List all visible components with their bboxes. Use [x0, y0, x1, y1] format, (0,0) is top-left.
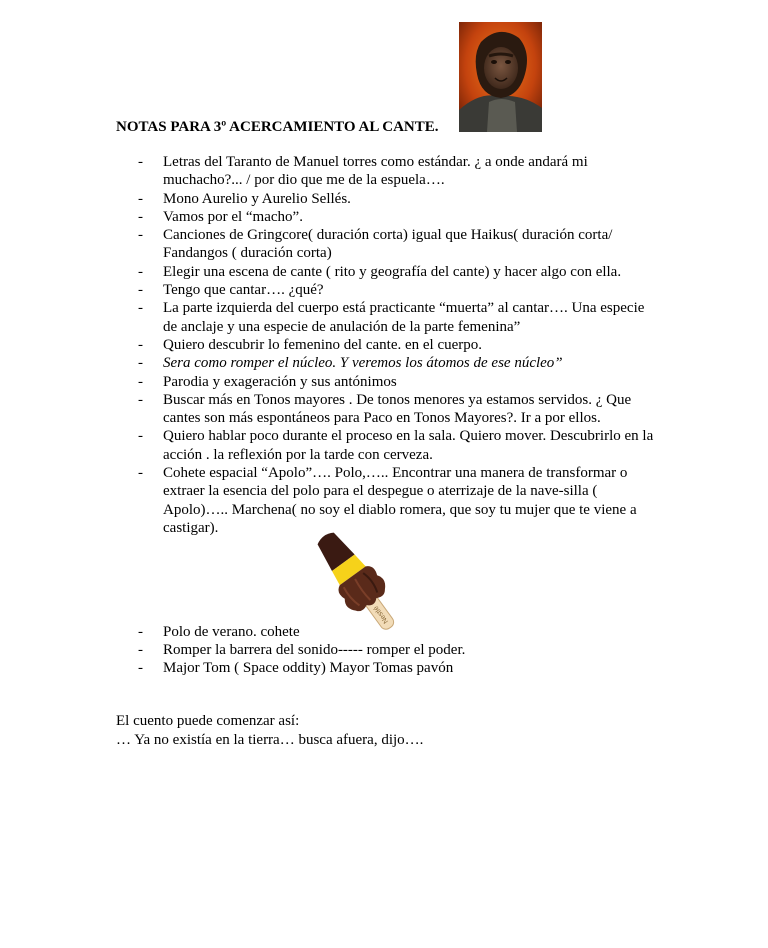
- list-item-text: Major Tom ( Space oddity) Mayor Tomas pavón: [163, 660, 454, 677]
- list-item: [116, 190, 661, 208]
- list-item-text: Quiero hablar poco durante el proceso en la sala. Quiero mover. Descubrirlo en la acción . la reflexión por la tarde con cerveza.: [163, 428, 654, 463]
- list-item: [116, 641, 661, 659]
- list-item-text: Tengo que cantar…. ¿qué?: [163, 282, 324, 299]
- list-item-text: Polo de verano. cohete: [163, 624, 300, 640]
- bullet-dash: -: [138, 428, 143, 445]
- list-item: [116, 299, 661, 336]
- list-item: [116, 281, 661, 299]
- list-item: [116, 208, 661, 226]
- list-item: [116, 373, 661, 391]
- list-item: [116, 153, 661, 190]
- notes-list-2: [116, 623, 661, 678]
- list-item-text: Parodia y exageración y sus antónimos: [163, 373, 397, 390]
- bullet-dash: -: [138, 336, 143, 353]
- list-item-text: Mono Aurelio y Aurelio Sellés.: [163, 190, 351, 207]
- list-item-text: Quiero descubrir lo femenino del cante. en el cuerpo.: [163, 336, 483, 353]
- list-item-text: Canciones de Gringcore( duración corta) igual que Haikus( duración corta/ Fandangos ( duración corta): [163, 227, 613, 262]
- notes-list: [116, 153, 661, 537]
- ape-portrait-photo: [459, 22, 542, 132]
- bullet-dash: -: [138, 208, 143, 225]
- list-item: [116, 226, 661, 263]
- bullet-dash: -: [138, 660, 143, 677]
- bullet-dash: -: [138, 263, 143, 280]
- bullet-dash: -: [138, 373, 143, 390]
- bullet-dash: -: [138, 300, 143, 317]
- story-line: … Ya no existía en la tierra… busca afuera, dijo….: [116, 732, 424, 748]
- bullet-dash: -: [138, 465, 143, 482]
- list-item: [116, 263, 661, 281]
- list-item-text: Romper la barrera del sonido----- romper el poder.: [163, 642, 466, 658]
- list-item-text: Elegir una escena de cante ( rito y geografía del cante) y hacer algo con ella.: [163, 263, 622, 280]
- page-title: NOTAS PARA 3º ACERCAMIENTO AL CANTE.: [116, 119, 439, 135]
- list-item-text: Vamos por el “macho”.: [163, 208, 303, 225]
- bullet-dash: -: [138, 190, 143, 207]
- story-intro: El cuento puede comenzar así:: [116, 713, 300, 729]
- list-item: [116, 659, 661, 677]
- bullet-dash: -: [138, 355, 143, 372]
- list-item-text: La parte izquierda del cuerpo está practicante “muerta” al cantar…. Una especie de anclaje y una especie de anulación de la parte femenina”: [163, 300, 645, 335]
- list-item: [116, 464, 661, 537]
- popsicle-brand: Nestlé: [372, 604, 391, 625]
- bullet-dash: -: [138, 391, 143, 408]
- list-item-text: Buscar más en Tonos mayores . De tonos menores ya estamos servidos. ¿ Que cantes son más espontáneos para Paco en Tonos Mayores?. Ir a por ellos.: [163, 391, 632, 427]
- list-item: [116, 336, 661, 354]
- list-item: [116, 623, 661, 641]
- bullet-dash: -: [138, 154, 143, 170]
- bullet-dash: -: [138, 282, 143, 299]
- popsicle-image: [302, 528, 414, 638]
- list-item-text: Cohete espacial “Apolo”…. Polo,….. Encontrar una manera de transformar o extraer la esencia del polo para el despegue o aterrizaje de la nave-silla ( Apolo)….. Marchena( no soy el diablo romera, que soy tu mujer que te viene a castigar).: [163, 465, 637, 536]
- list-item: [116, 354, 661, 372]
- list-item-text: Letras del Taranto de Manuel torres como estándar. ¿ a onde andará mi muchacho?... / por dio que me de la espuela….: [163, 154, 588, 189]
- list-item-text: Sera como romper el núcleo. Y veremos los átomos de ese núcleo”: [163, 355, 563, 372]
- list-item: [116, 391, 661, 428]
- bullet-dash: -: [138, 624, 143, 640]
- bullet-dash: -: [138, 642, 143, 658]
- bullet-dash: -: [138, 227, 143, 244]
- list-item: [116, 427, 661, 464]
